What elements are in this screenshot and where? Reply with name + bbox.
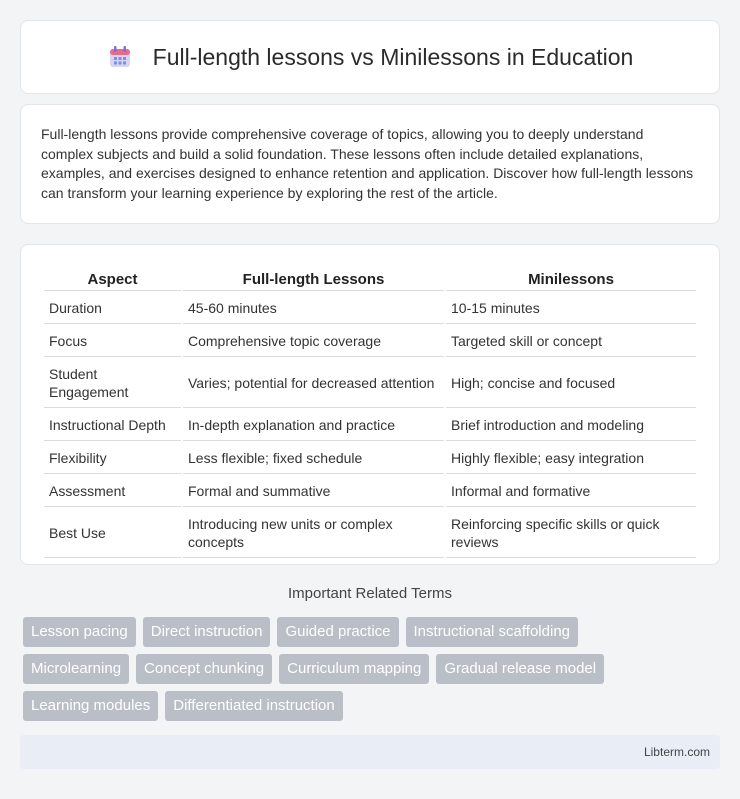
table-cell: 45-60 minutes xyxy=(183,293,444,324)
table-row xyxy=(44,476,696,507)
tag-row xyxy=(23,654,723,684)
table-cell: Comprehensive topic coverage xyxy=(183,326,444,357)
table-cell: High; concise and focused xyxy=(446,359,696,408)
tag-differentiated-instruction[interactable]: Differentiated instruction xyxy=(165,691,342,721)
table-cell: Targeted skill or concept xyxy=(446,326,696,357)
page-header xyxy=(20,20,720,94)
intro-text: Full-length lessons provide comprehensive coverage of topics, allowing you to deeply understand complex subjects and build a solid foundation. These lessons often include detailed explanations, examples, and exercises designed to enhance retention and application. Discover how full-length lessons can transform your learning experience by exploring the rest of the article. xyxy=(41,126,694,201)
table-cell: Assessment xyxy=(44,476,181,507)
tag-curriculum-mapping[interactable]: Curriculum mapping xyxy=(279,654,429,684)
table-row xyxy=(44,359,696,408)
table-cell: Flexibility xyxy=(44,443,181,474)
tag-row xyxy=(23,617,723,647)
tag-gradual-release-model[interactable]: Gradual release model xyxy=(436,654,604,684)
table-cell: Focus xyxy=(44,326,181,357)
table-cell: Duration xyxy=(44,293,181,324)
table-header-row xyxy=(44,268,696,291)
footer-brand-link[interactable]: Libterm.com xyxy=(643,745,710,759)
tag-row xyxy=(23,691,723,721)
tag-lesson-pacing[interactable]: Lesson pacing xyxy=(23,617,136,647)
header-aspect: Aspect xyxy=(44,268,181,291)
header-full-length: Full-length Lessons xyxy=(183,268,444,291)
table-row xyxy=(44,509,696,558)
calendar-icon xyxy=(107,44,133,70)
table-row xyxy=(44,293,696,324)
comparison-card xyxy=(20,244,720,565)
table-cell: Instructional Depth xyxy=(44,410,181,441)
page-title: Full-length lessons vs Minilessons in Education xyxy=(152,43,634,70)
tag-microlearning[interactable]: Microlearning xyxy=(23,654,129,684)
table-cell: Student Engagement xyxy=(44,359,181,408)
tag-direct-instruction[interactable]: Direct instruction xyxy=(143,617,271,647)
table-row xyxy=(44,443,696,474)
table-cell: Introducing new units or complex concepts xyxy=(183,509,444,558)
tag-learning-modules[interactable]: Learning modules xyxy=(23,691,158,721)
table-cell: Varies; potential for decreased attention xyxy=(183,359,444,408)
footer xyxy=(20,735,720,769)
table-cell: Reinforcing specific skills or quick reviews xyxy=(446,509,696,558)
related-terms-title: Important Related Terms xyxy=(288,585,452,602)
header-minilessons: Minilessons xyxy=(446,268,696,291)
table-cell: In-depth explanation and practice xyxy=(183,410,444,441)
table-row xyxy=(44,326,696,357)
table-cell: Best Use xyxy=(44,509,181,558)
intro-card xyxy=(20,104,720,224)
table-cell: Brief introduction and modeling xyxy=(446,410,696,441)
tag-guided-practice[interactable]: Guided practice xyxy=(277,617,398,647)
table-cell: Informal and formative xyxy=(446,476,696,507)
table-cell: Formal and summative xyxy=(183,476,444,507)
table-cell: Less flexible; fixed schedule xyxy=(183,443,444,474)
table-cell: Highly flexible; easy integration xyxy=(446,443,696,474)
table-cell: 10-15 minutes xyxy=(446,293,696,324)
related-terms-list xyxy=(23,617,723,728)
comparison-table xyxy=(42,266,698,560)
tag-instructional-scaffolding[interactable]: Instructional scaffolding xyxy=(406,617,578,647)
table-row xyxy=(44,410,696,441)
tag-concept-chunking[interactable]: Concept chunking xyxy=(136,654,272,684)
